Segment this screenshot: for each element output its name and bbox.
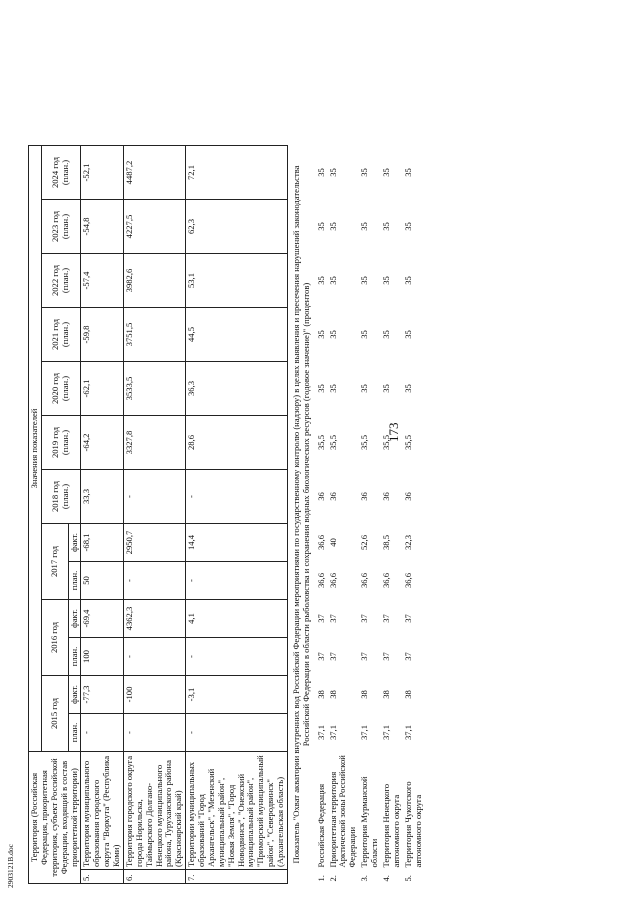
value-cell: 50 [81, 562, 124, 600]
header-2021: 2021 год (план.) [41, 308, 81, 362]
value-cell: -62,1 [81, 362, 124, 416]
value-cell: 35,5 [315, 434, 326, 451]
table-row [328, 146, 360, 884]
territory-name: Территория муниципального образования городского округа "Воркута" (Республика Коми) [81, 752, 124, 870]
value-cell: 37 [380, 614, 391, 623]
header-2017: 2017 год [41, 524, 68, 600]
value-cell: 52,6 [359, 534, 370, 551]
value-cell: 53,1 [186, 254, 288, 308]
value-cell: 38,5 [380, 534, 391, 551]
value-cell: - [186, 714, 288, 752]
value-cell: 36 [402, 492, 413, 501]
value-cell: 37 [402, 614, 413, 623]
header-2024: 2024 год (план.) [41, 146, 81, 200]
territory-name: Российская Федерация [315, 783, 326, 868]
header-plan: план. [68, 714, 81, 752]
value-cell: 38 [315, 690, 326, 699]
value-cell: 35 [327, 276, 338, 285]
header-2018: 2018 год (план.) [41, 470, 81, 524]
value-cell: 36,6 [327, 572, 338, 589]
value-cell: 28,6 [186, 416, 288, 470]
value-cell: 35 [315, 168, 326, 177]
value-cell: 35 [380, 222, 391, 231]
value-cell: 35 [327, 330, 338, 339]
value-cell: 35 [380, 276, 391, 285]
value-cell: 72,1 [186, 146, 288, 200]
value-cell: 37 [380, 652, 391, 661]
value-cell: 4227,5 [123, 200, 185, 254]
value-cell: - [186, 562, 288, 600]
value-cell: 35 [380, 330, 391, 339]
value-cell: -77,3 [81, 676, 124, 714]
value-cell: - [123, 714, 185, 752]
value-cell: 37 [359, 614, 370, 623]
value-cell: 36 [315, 492, 326, 501]
document-filename: 2903121В.doc [6, 844, 15, 888]
territory-name: Приоритетная территория Арктической зоны Российской Федерации [327, 755, 358, 868]
value-cell: 37 [402, 652, 413, 661]
indicator-title: Показатель "Охват акватории внутренних вод Российской Федерации мероприятиями по государственному контролю (надзору) в целях выявления и пресечения нарушений законодательства Российской Федерации в области рыболовства и сохранения водных биологических ресурсов (годовое значение)" (процентов) [290, 165, 311, 864]
value-cell: 35,5 [327, 434, 338, 451]
value-cell: -64,2 [81, 416, 124, 470]
value-cell: 32,3 [402, 534, 413, 551]
header-fact: факт. [68, 600, 81, 638]
value-cell: - [186, 470, 288, 524]
value-cell: - [81, 714, 124, 752]
header-values: Значения показателей [29, 146, 42, 752]
value-cell: 37 [315, 614, 326, 623]
value-cell: - [123, 638, 185, 676]
value-cell: 35 [327, 222, 338, 231]
value-cell: 35 [327, 384, 338, 393]
value-cell: -3,1 [186, 676, 288, 714]
value-cell: 38 [327, 690, 338, 699]
value-cell: - [186, 638, 288, 676]
value-cell: 35 [315, 276, 326, 285]
value-cell: 4,1 [186, 600, 288, 638]
value-cell: 35 [359, 330, 370, 339]
header-territory: Территория (Российская Федерация, приоритетная территория, субъект Российской Федерации, входящий в состав приоритетной территории) [29, 752, 81, 884]
table-row [81, 146, 124, 884]
territory-name: Территории муниципальных образований "Город Архангельск", "Мезенский муниципальный район", "Новая Земля", "Город Новодвинск", "Онежский муниципальный район", "Приморский муниципальный район", "Северодвинск" (Архангельская область) [186, 752, 288, 870]
table-row [186, 146, 288, 884]
value-cell: 35 [315, 222, 326, 231]
header-2022: 2022 год (план.) [41, 254, 81, 308]
row-number: 1. [315, 875, 326, 882]
header-2015: 2015 год [41, 676, 68, 752]
value-cell: 40 [327, 538, 338, 547]
value-cell: 36,6 [380, 572, 391, 589]
header-2020: 2020 год (план.) [41, 362, 81, 416]
value-cell: 36 [380, 492, 391, 501]
value-cell: -57,4 [81, 254, 124, 308]
value-cell: 4362,3 [123, 600, 185, 638]
value-cell: 35 [359, 384, 370, 393]
value-cell: 2950,7 [123, 524, 185, 562]
value-cell: 37,1 [402, 724, 413, 741]
value-cell: 37,1 [380, 724, 391, 741]
value-cell: 37,1 [315, 724, 326, 741]
value-cell: 35 [380, 384, 391, 393]
indicator-section [287, 146, 315, 884]
table-header [29, 146, 81, 884]
value-cell: 36,6 [315, 572, 326, 589]
header-plan: план. [68, 562, 81, 600]
value-cell: 35,5 [402, 434, 413, 451]
value-cell: 35,5 [380, 434, 391, 451]
value-cell: 62,3 [186, 200, 288, 254]
value-cell: 3751,5 [123, 308, 185, 362]
row-number: 3. [359, 875, 370, 882]
value-cell: 35,5 [359, 434, 370, 451]
value-cell: 35 [327, 168, 338, 177]
value-cell: 35 [402, 276, 413, 285]
value-cell: -52,1 [81, 146, 124, 200]
table-body-top [81, 146, 288, 884]
value-cell: -100 [123, 676, 185, 714]
header-fact: факт. [68, 524, 81, 562]
value-cell: 14,4 [186, 524, 288, 562]
territory-name: Территория Чукотского автономного округа [402, 781, 423, 868]
header-fact: факт. [68, 676, 81, 714]
table-row [403, 146, 425, 884]
value-cell: 35 [402, 168, 413, 177]
value-cell: 4487,2 [123, 146, 185, 200]
table-row [359, 146, 381, 884]
value-cell: 35 [359, 222, 370, 231]
value-cell: 38 [380, 690, 391, 699]
territory-name: Территория Мурманской области [359, 776, 379, 868]
value-cell: 36,6 [359, 572, 370, 589]
value-cell: 35 [315, 330, 326, 339]
value-cell: 36,3 [186, 362, 288, 416]
value-cell: 35 [359, 276, 370, 285]
value-cell: 35 [380, 168, 391, 177]
row-number: 2. [327, 875, 338, 882]
value-cell: 37,1 [359, 724, 370, 741]
value-cell: 35 [402, 330, 413, 339]
value-cell: 33,3 [81, 470, 124, 524]
value-cell: 36,6 [315, 534, 326, 551]
table-row [123, 146, 185, 884]
row-number: 5. [402, 875, 413, 882]
value-cell: 100 [81, 638, 124, 676]
value-cell: 38 [402, 690, 413, 699]
value-cell: 35 [359, 168, 370, 177]
value-cell: - [123, 470, 185, 524]
header-2019: 2019 год (план.) [41, 416, 81, 470]
value-cell: 35 [402, 222, 413, 231]
value-cell: 37,1 [327, 724, 338, 741]
header-plan: план. [68, 638, 81, 676]
territory-name: Территория Ненецкого автономного округа [380, 783, 401, 868]
value-cell: 35 [315, 384, 326, 393]
table-row [316, 146, 328, 884]
value-cell: 36,6 [402, 572, 413, 589]
value-cell: 3982,6 [123, 254, 185, 308]
table-body-bottom [316, 146, 425, 884]
header-2023: 2023 год (план.) [41, 200, 81, 254]
value-cell: -54,8 [81, 200, 124, 254]
value-cell: 44,5 [186, 308, 288, 362]
row-number: 7. [186, 870, 288, 884]
value-cell: 38 [359, 690, 370, 699]
value-cell: 3327,8 [123, 416, 185, 470]
value-cell: 35 [402, 384, 413, 393]
value-cell: - [123, 562, 185, 600]
row-number: 6. [123, 870, 185, 884]
value-cell: 37 [327, 652, 338, 661]
value-cell: 3533,5 [123, 362, 185, 416]
territory-name: Территория городского округа города Норильска, Таймырского Долгано-Ненецкого муниципального района, Туруханского района (Красноярский край) [123, 752, 185, 870]
value-cell: 37 [359, 652, 370, 661]
rotated-page-content [28, 4, 628, 884]
value-cell: 36 [327, 492, 338, 501]
indicators-table [28, 145, 424, 884]
row-number: 4. [380, 875, 391, 882]
value-cell: -69,4 [81, 600, 124, 638]
value-cell: 36 [359, 492, 370, 501]
value-cell: -59,8 [81, 308, 124, 362]
value-cell: 37 [327, 614, 338, 623]
row-number: 5. [81, 870, 124, 884]
value-cell: -68,1 [81, 524, 124, 562]
value-cell: 37 [315, 652, 326, 661]
header-2016: 2016 год [41, 600, 68, 676]
table-row [381, 146, 403, 884]
page-number: 173 [386, 422, 401, 442]
